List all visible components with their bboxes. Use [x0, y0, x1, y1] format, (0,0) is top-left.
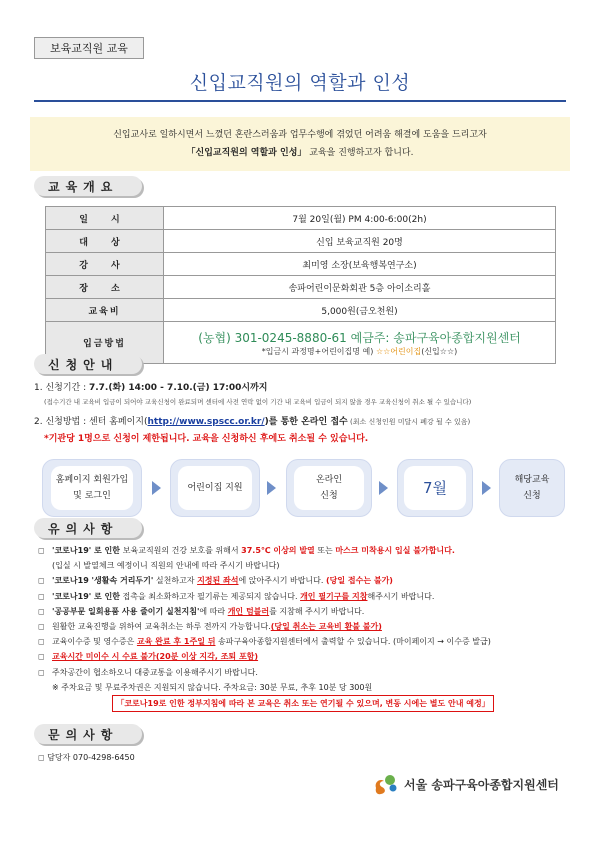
row-label: 일 시 — [46, 207, 164, 230]
row-label: 강 사 — [46, 253, 164, 276]
note-text: 를 지참해 주시기 바랍니다. — [269, 606, 365, 616]
section-contact-tab: 문의사항 — [34, 724, 142, 744]
flow-step-online — [286, 459, 372, 517]
note-text: 37.5℃ 이상의 발열 — [241, 546, 315, 555]
note-text: '코로나19 '생활속 거리두기' — [52, 576, 154, 586]
arrow-right-icon — [267, 481, 276, 495]
row-value: 송파어린이문화회관 5층 아이소리홀 — [164, 276, 556, 299]
flow-step-text: 홈페이지 회원가입 — [55, 474, 129, 485]
bullet-icon: ◻ — [38, 576, 45, 586]
section-notes-tab: 유의사항 — [34, 518, 142, 538]
list-item — [38, 558, 568, 573]
contact-label: 담당자 070-4298-6450 — [47, 753, 135, 762]
row-label: 입금방법 — [46, 322, 164, 364]
contact-info — [38, 752, 135, 763]
note-text: '코로나19' 로 인한 — [52, 546, 123, 555]
bullet-icon: ◻ — [38, 591, 45, 601]
flow-step-month — [397, 459, 473, 517]
category-badge: 보육교직원 교육 — [34, 37, 144, 59]
apply-method-mid: )를 통한 온라인 접수 — [264, 417, 348, 427]
apply-period-value: 7.7.(화) 14:00 - 7.10.(금) 17:00시까지 — [88, 383, 268, 393]
overview-table — [45, 206, 556, 364]
list-item — [38, 619, 568, 634]
note-text: 실천하고자 — [153, 576, 198, 586]
flow-step-inner — [178, 466, 252, 510]
note-text: 주차공간이 협소하오니 대중교통을 이용해주시기 바랍니다. — [52, 667, 258, 677]
apply-method — [34, 414, 470, 427]
org-logo-icon — [372, 772, 398, 796]
list-item — [38, 680, 568, 695]
note-text: '코로나19' 로 인한 — [52, 591, 120, 601]
org-name: 서울 송파구육아종합지원센터 — [404, 777, 559, 792]
bullet-icon: ◻ — [38, 637, 45, 647]
apply-warning: *기관당 1명으로 신청이 제한됩니다. 교육을 신청하신 후에도 취소될 수 있습니다. — [44, 434, 369, 444]
bullet-icon: ◻ — [38, 753, 48, 762]
bullet-icon: ◻ — [38, 652, 45, 662]
apply-method-note: (최소 신청인원 미달시 폐강 될 수 있음) — [347, 418, 471, 426]
flow-step-line: 해당교육 — [514, 475, 550, 485]
page-title: 신입교직원의 역할과 인성 — [189, 72, 411, 94]
note-text: 접촉을 최소화하고자 필기류는 제공되지 않습니다. — [119, 591, 301, 601]
note-text: (당일 취소는 교육비 환불 불가) — [270, 622, 382, 632]
row-label: 대 상 — [46, 230, 164, 253]
note-text: 교육 완료 후 1주일 뒤 — [136, 637, 216, 647]
flow-step-course — [499, 459, 565, 517]
table-row — [46, 253, 556, 276]
footer-logo — [372, 772, 559, 796]
apply-period — [34, 380, 267, 393]
arrow-right-icon — [482, 481, 491, 495]
flow-step-inner — [294, 466, 365, 510]
flow-step-text: 어린이집 지원 — [187, 482, 243, 493]
note-text: (입실 시 발열체크 예정이니 직원의 안내에 따라 주시기 바랍니다) — [52, 561, 280, 571]
flow-step-text: 신청 — [320, 490, 338, 501]
bullet-icon: ◻ — [38, 606, 45, 616]
table-row — [46, 230, 556, 253]
payment-note-b: ☆☆어린이집 — [375, 346, 422, 356]
note-text: 해주시기 바랍니다. — [367, 591, 435, 601]
list-item — [38, 649, 568, 664]
note-text: 교육시간 미이수 시 수료 불가(20분 이상 지각, 조퇴 포함) — [52, 652, 259, 662]
flow-step-text — [515, 472, 550, 504]
flow-step-inner — [51, 466, 133, 510]
list-item — [38, 665, 568, 680]
section-apply-tab: 신청안내 — [34, 354, 142, 374]
note-text: ※ 주차요금 및 무료주차권은 지원되지 않습니다. 주차요금: 30분 무료, 추후 10분 당 300원 — [52, 682, 373, 692]
note-text: 개인 텀블러 — [227, 606, 270, 616]
table-row — [46, 207, 556, 230]
payment-account: (농협) 301-0245-8880-61 예금주: 송파구육아종합지원센터 — [198, 330, 521, 345]
note-text: 교육이수증 및 영수증은 — [52, 637, 137, 647]
row-value: 최미영 소장(보육행복연구소) — [164, 253, 556, 276]
row-value: 7월 20일(월) PM 4:00-6:00(2h) — [164, 207, 556, 230]
note-text: 원활한 교육진행을 위하여 교육취소는 하루 전까지 가능합니다. — [52, 622, 271, 632]
notes-list — [38, 543, 568, 712]
apply-period-prefix: 1. 신청기간 : — [34, 383, 89, 393]
list-item — [38, 543, 568, 558]
row-label: 장 소 — [46, 276, 164, 299]
flow-step-inner — [404, 466, 466, 510]
row-value: 5,000원(금오천원) — [164, 299, 556, 322]
flow-step-signup — [42, 459, 142, 517]
row-label: 교육비 — [46, 299, 164, 322]
intro-highlight: 「신입교직원의 역할과 인성」 — [186, 148, 307, 158]
section-overview-tab: 교육개요 — [34, 176, 142, 196]
arrow-right-icon — [152, 481, 161, 495]
note-text: 에 따라 — [199, 606, 228, 616]
list-item — [38, 573, 568, 588]
note-text: (당일 접수는 불가) — [325, 576, 393, 586]
list-item — [38, 634, 568, 649]
intro-box — [30, 117, 570, 171]
apply-method-prefix: 2. 신청방법 : 센터 홈페이지( — [34, 417, 148, 427]
payment-note-c: (신입☆☆) — [421, 346, 458, 356]
note-text: 또는 — [314, 546, 336, 555]
bullet-icon: ◻ — [38, 667, 45, 677]
payment-note — [164, 346, 555, 357]
flow-step-line: 신청 — [523, 491, 541, 501]
table-row — [46, 299, 556, 322]
note-text: 에 앉아주시기 바랍니다. — [238, 576, 326, 586]
table-row — [46, 276, 556, 299]
flow-step-text: 7월 — [422, 478, 448, 497]
list-item — [38, 695, 568, 712]
arrow-right-icon — [379, 481, 388, 495]
title-divider — [34, 100, 566, 102]
homepage-link[interactable]: http://www.spscc.or.kr/ — [147, 417, 265, 427]
flow-step-text: 및 로그인 — [73, 490, 111, 501]
bullet-icon: ◻ — [38, 546, 45, 555]
note-text: 지정된 좌석 — [197, 576, 239, 586]
list-item — [38, 604, 568, 619]
list-item — [38, 589, 568, 604]
flow-step-support — [170, 459, 260, 517]
note-text: 송파구육아종합지원센터에서 출력할 수 있습니다. (마이페이지 → 이수증 발급) — [215, 637, 491, 647]
row-value: 신입 보육교직원 20명 — [164, 230, 556, 253]
bullet-icon: ◻ — [38, 622, 45, 632]
note-text: '공공부문 일회용품 사용 줄이기 실천지침' — [52, 606, 200, 616]
intro-line-2 — [30, 144, 570, 162]
apply-period-note: (접수기간 내 교육비 입금이 되어야 교육신청이 완료되며 센터에 사전 연락 없이 기간 내 교육비 입금이 되지 않을 경우 교육신청이 취소 될 수 있습니다) — [44, 398, 472, 406]
payment-note-a: *입금시 과정명+어린이집명 예) — [261, 346, 374, 356]
intro-line-2-rest: 교육을 진행하고자 합니다. — [306, 148, 414, 158]
note-text: 보육교직원의 건강 보호를 위해서 — [122, 546, 242, 555]
note-text: 마스크 미착용시 입실 불가합니다. — [335, 546, 455, 555]
note-text: 「코로나19로 인한 정부지침에 따라 본 교육은 취소 또는 연기될 수 있으며, 변동 시에는 별도 안내 예정」 — [112, 695, 493, 712]
row-value — [164, 322, 556, 364]
flow-step-text: 온라인 — [315, 474, 343, 485]
note-text: 개인 필기구를 지참 — [300, 591, 368, 601]
intro-line-1: 신입교사로 일하시면서 느꼈던 혼란스러움과 업무수행에 겪었던 어려움 해결에 도움을 드리고자 — [113, 130, 487, 140]
